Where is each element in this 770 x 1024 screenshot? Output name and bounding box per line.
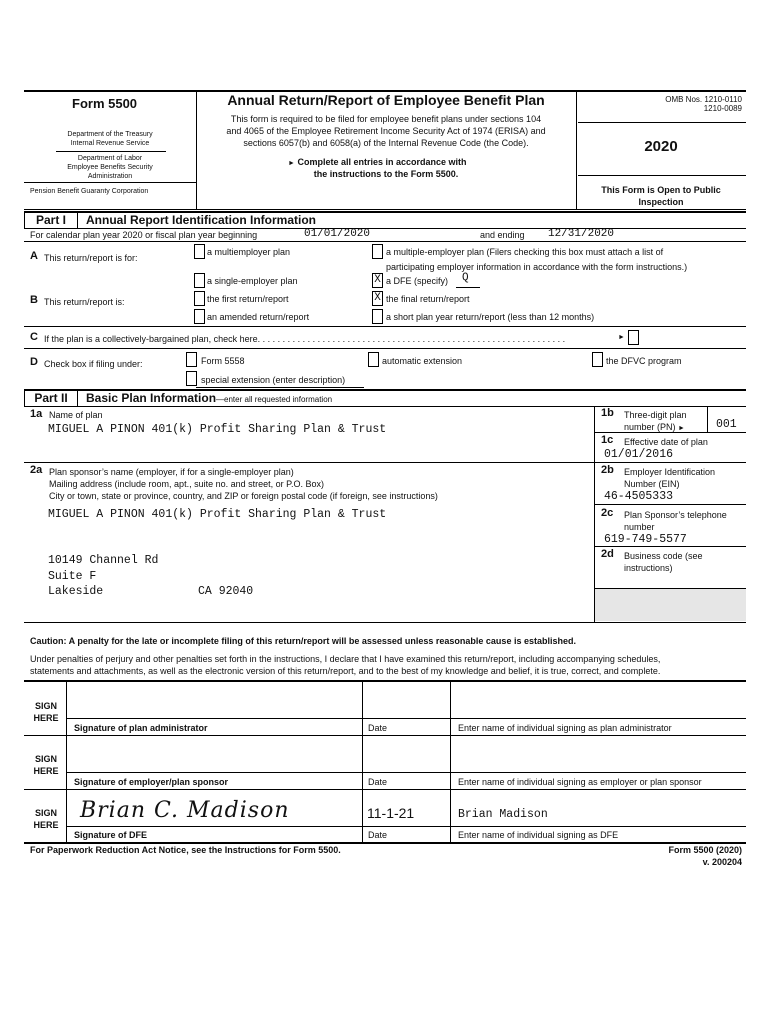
- dfe-handwritten-signature[interactable]: Brian C. Madison: [80, 798, 290, 823]
- footer-form-id: Form 5500 (2020): [668, 845, 742, 855]
- dfe-checkbox[interactable]: X: [372, 273, 383, 288]
- multiemployer-label: a multiemployer plan: [207, 247, 291, 257]
- part2-label: Part II: [24, 389, 78, 407]
- footer-version: v. 200204: [702, 857, 742, 867]
- part1-title: Annual Report Identification Information: [86, 213, 316, 227]
- dfe-date-label: Date: [368, 830, 388, 840]
- caution-title: Caution: A penalty for the late or incomplete filing of this return/report will be assessed unless reasonable cause is established.: [30, 636, 576, 646]
- plan-year-begin[interactable]: 01/01/2020: [304, 228, 371, 240]
- special-extension-label: special extension (enter description): [201, 375, 346, 385]
- form-5558-label: Form 5558: [201, 356, 245, 366]
- plan-name-value[interactable]: MIGUEL A PINON 401(k) Profit Sharing Plan & Trust: [48, 423, 387, 436]
- calendar-rule: [24, 241, 746, 242]
- item-2d-number: 2d: [601, 548, 614, 560]
- item-c-rule: [24, 348, 746, 349]
- arrow-right-icon: ►: [288, 160, 295, 167]
- collectively-bargained-checkbox[interactable]: [628, 330, 639, 345]
- item-2c-label-2: number: [624, 522, 655, 532]
- form-5558-checkbox[interactable]: [186, 352, 197, 367]
- item-1a-label: Name of plan: [49, 410, 103, 420]
- signature-bottom-rule: [24, 842, 746, 844]
- multiemployer-checkbox[interactable]: [194, 244, 205, 259]
- ending-label: and ending: [480, 230, 525, 240]
- sponsor-date-label: Date: [368, 777, 388, 787]
- dfe-date-value[interactable]: 11-1-21: [367, 805, 415, 821]
- plan-year-end[interactable]: 12/31/2020: [548, 228, 615, 240]
- instruction-line-1: [288, 157, 467, 167]
- pn-box-divider: [707, 406, 708, 432]
- sponsor-address-2[interactable]: Suite F: [48, 570, 97, 583]
- form-title: Form 5500: [72, 96, 138, 111]
- item-2b-label-2: Number (EIN): [624, 479, 680, 489]
- part2-title-rule: [24, 406, 746, 407]
- business-code-field[interactable]: [595, 589, 746, 621]
- short-plan-year-label: a short plan year return/report (less than 12 months): [386, 312, 595, 322]
- part2-bottom-rule: [24, 622, 746, 623]
- dfvc-label: the DFVC program: [606, 356, 682, 366]
- item-1-rule: [24, 462, 746, 463]
- item-2c-number: 2c: [601, 507, 614, 519]
- item-b-label: This return/report is:: [44, 297, 125, 307]
- item-2a-label-3: City or town, state or province, country, and ZIP or foreign postal code (if foreign, see instructions): [49, 491, 438, 501]
- multiple-employer-label-2: participating employer information in accordance with the form instructions.): [386, 262, 688, 272]
- footer-paperwork-notice: For Paperwork Reduction Act Notice, see the Instructions for Form 5500.: [30, 845, 341, 855]
- part2-title-note: —enter all requested information: [216, 395, 333, 404]
- ein-value[interactable]: 46-4505333: [604, 490, 674, 503]
- sponsor-address-1[interactable]: 10149 Channel Rd: [48, 554, 159, 567]
- item-2c-rule: [594, 546, 746, 547]
- amended-return-checkbox[interactable]: [194, 309, 205, 324]
- special-extension-checkbox[interactable]: [186, 371, 197, 386]
- item-2b-number: 2b: [601, 464, 614, 476]
- agency-administration: Administration: [87, 173, 133, 180]
- dfe-specify-value[interactable]: Q: [462, 272, 469, 284]
- calendar-year-label: For calendar plan year 2020 or fiscal plan year beginning: [30, 230, 258, 240]
- item-a-letter: A: [30, 250, 38, 262]
- dfe-name-value[interactable]: Brian Madison: [458, 808, 548, 821]
- agency-treasury: Department of the Treasury: [67, 131, 153, 138]
- automatic-extension-label: automatic extension: [382, 356, 463, 366]
- item-a-label: This return/report is for:: [44, 253, 138, 263]
- agency-pbgc: Pension Benefit Guaranty Corporation: [30, 188, 149, 195]
- item-1b-label-2: [624, 422, 685, 432]
- part1-label: Part I: [24, 211, 78, 229]
- first-return-label: the first return/report: [207, 294, 289, 304]
- year-divider-bottom: [578, 175, 746, 176]
- item-2d-label-1: Business code (see: [624, 551, 703, 561]
- final-return-checkbox[interactable]: X: [372, 291, 383, 306]
- item-1b-rule: [594, 432, 746, 433]
- admin-date-label: Date: [368, 723, 388, 733]
- omb-number-1: OMB Nos. 1210-0110: [665, 95, 742, 104]
- item-c-label: If the plan is a collectively-bargained plan, check here. . . . . . . . . . . . . . . . . . . . . . . . . . . . . . . . . . . . . . . . . . . . . . . . . . . . . . . . . . . . . .: [44, 334, 566, 344]
- caution-text-2: statements and attachments, as well as the electronic version of this return/report, and to the best of my knowledge and belief, it is true, correct, and complete.: [30, 666, 661, 676]
- agency-divider: [56, 151, 166, 152]
- item-d-letter: D: [30, 356, 38, 368]
- item-1b-number: 1b: [601, 407, 614, 419]
- item-2b-rule: [594, 504, 746, 505]
- sign-here-3-sign: SIGN: [34, 808, 57, 818]
- short-plan-year-checkbox[interactable]: [372, 309, 383, 324]
- public-inspection-1: This Form is Open to Public: [601, 185, 721, 195]
- header-divider-right: [576, 90, 577, 209]
- item-1c-number: 1c: [601, 434, 614, 446]
- sponsor-name-value[interactable]: MIGUEL A PINON 401(k) Profit Sharing Plan & Trust: [48, 508, 387, 521]
- signature-top-rule: [24, 680, 746, 682]
- sign-here-3-here: HERE: [33, 820, 59, 830]
- name-column-divider: [450, 680, 451, 844]
- part1-title-rule: [24, 228, 746, 229]
- item-b-letter: B: [30, 294, 38, 306]
- item-1b-label-1: Three-digit plan: [624, 410, 687, 420]
- arrow-right-icon: ►: [678, 425, 685, 432]
- sponsor-city[interactable]: Lakeside: [48, 585, 104, 598]
- first-return-checkbox[interactable]: [194, 291, 205, 306]
- dfvc-checkbox[interactable]: [592, 352, 603, 367]
- desc-line-1: This form is required to be filed for employee benefit plans under sections 104: [230, 114, 542, 124]
- instruction-line-2: the instructions to the Form 5500.: [313, 169, 459, 179]
- effective-date-value[interactable]: 01/01/2016: [604, 448, 674, 461]
- item-1c-label: Effective date of plan: [624, 437, 708, 447]
- instruction-line-1-text: Complete all entries in accordance with: [297, 157, 467, 167]
- sig-2-line: [66, 772, 746, 773]
- multiple-employer-checkbox[interactable]: [372, 244, 383, 259]
- date-column-divider: [362, 680, 363, 844]
- phone-value[interactable]: 619-749-5577: [604, 533, 687, 546]
- multiple-employer-label-1: a multiple-employer plan (Filers checking this box must attach a list of: [386, 247, 664, 257]
- form-year: 2020: [644, 138, 678, 155]
- admin-signature-field[interactable]: [68, 736, 360, 770]
- dfe-specify-line: [456, 287, 480, 288]
- special-extension-line: [196, 387, 364, 388]
- agency-irs: Internal Revenue Service: [70, 140, 150, 147]
- dfe-name-label: Enter name of individual signing as DFE: [458, 830, 619, 840]
- sponsor-name-label: Enter name of individual signing as employer or plan sponsor: [458, 777, 702, 787]
- item-c-letter: C: [30, 331, 38, 343]
- item-2b-label-1: Employer Identification: [624, 467, 716, 477]
- item-2c-label-1: Plan Sponsor’s telephone: [624, 510, 727, 520]
- header-bottom-rule: [24, 209, 746, 210]
- item-2d-label-2: instructions): [624, 563, 673, 573]
- sign-column-divider: [66, 680, 67, 844]
- item-1b-label-2-text: number (PN): [624, 422, 676, 432]
- main-title: Annual Return/Report of Employee Benefit Plan: [227, 92, 545, 108]
- item-2a-label-2: Mailing address (include room, apt., suite no. and street, or P.O. Box): [49, 479, 324, 489]
- plan-number-value[interactable]: 001: [716, 418, 737, 431]
- public-inspection-2: Inspection: [638, 197, 684, 207]
- year-divider-top: [578, 122, 746, 123]
- item-2a-number: 2a: [30, 464, 43, 476]
- arrow-right-icon: ►: [618, 334, 625, 341]
- caution-text-1: Under penalties of perjury and other penalties set forth in the instructions, I declare that I have examined this return/report, including accompanying schedules,: [30, 654, 661, 664]
- agency-ebsa: Employee Benefits Security: [67, 164, 153, 171]
- dfe-label: a DFE (specify): [386, 276, 449, 286]
- omb-number-2: 1210-0089: [703, 104, 742, 113]
- item-d-label: Check box if filing under:: [44, 359, 143, 369]
- single-employer-label: a single-employer plan: [207, 276, 298, 286]
- item-b-rule: [24, 326, 746, 327]
- sign-here-1-here: HERE: [33, 713, 59, 723]
- sign-here-2-sign: SIGN: [34, 754, 57, 764]
- item-2a-label-1: Plan sponsor’s name (employer, if for a single-employer plan): [49, 467, 294, 477]
- sig-2-bottom: [24, 789, 746, 790]
- automatic-extension-checkbox[interactable]: [368, 352, 379, 367]
- item-1a-number: 1a: [30, 408, 43, 420]
- amended-return-label: an amended return/report: [207, 312, 310, 322]
- final-return-label: the final return/report: [386, 294, 470, 304]
- single-employer-checkbox[interactable]: [194, 273, 205, 288]
- sign-here-2-here: HERE: [33, 766, 59, 776]
- admin-signature-label: Signature of plan administrator: [74, 723, 208, 733]
- agency-divider-2: [24, 182, 196, 183]
- sig-1-line: [66, 718, 746, 719]
- sponsor-signature-label: Signature of employer/plan sponsor: [74, 777, 229, 787]
- part2-title: Basic Plan Information: [86, 391, 217, 405]
- sponsor-state-zip[interactable]: CA 92040: [198, 585, 254, 598]
- dfe-signature-label: Signature of DFE: [74, 830, 148, 840]
- desc-line-2: and 4065 of the Employee Retirement Income Security Act of 1974 (ERISA) and: [226, 126, 546, 136]
- admin-name-label: Enter name of individual signing as plan administrator: [458, 723, 672, 733]
- part2-heading: [86, 391, 332, 405]
- desc-line-3: sections 6057(b) and 6058(a) of the Internal Revenue Code (the Code).: [243, 138, 529, 148]
- sig-3-line: [66, 826, 746, 827]
- sign-here-1-sign: SIGN: [34, 701, 57, 711]
- agency-labor: Department of Labor: [77, 155, 143, 162]
